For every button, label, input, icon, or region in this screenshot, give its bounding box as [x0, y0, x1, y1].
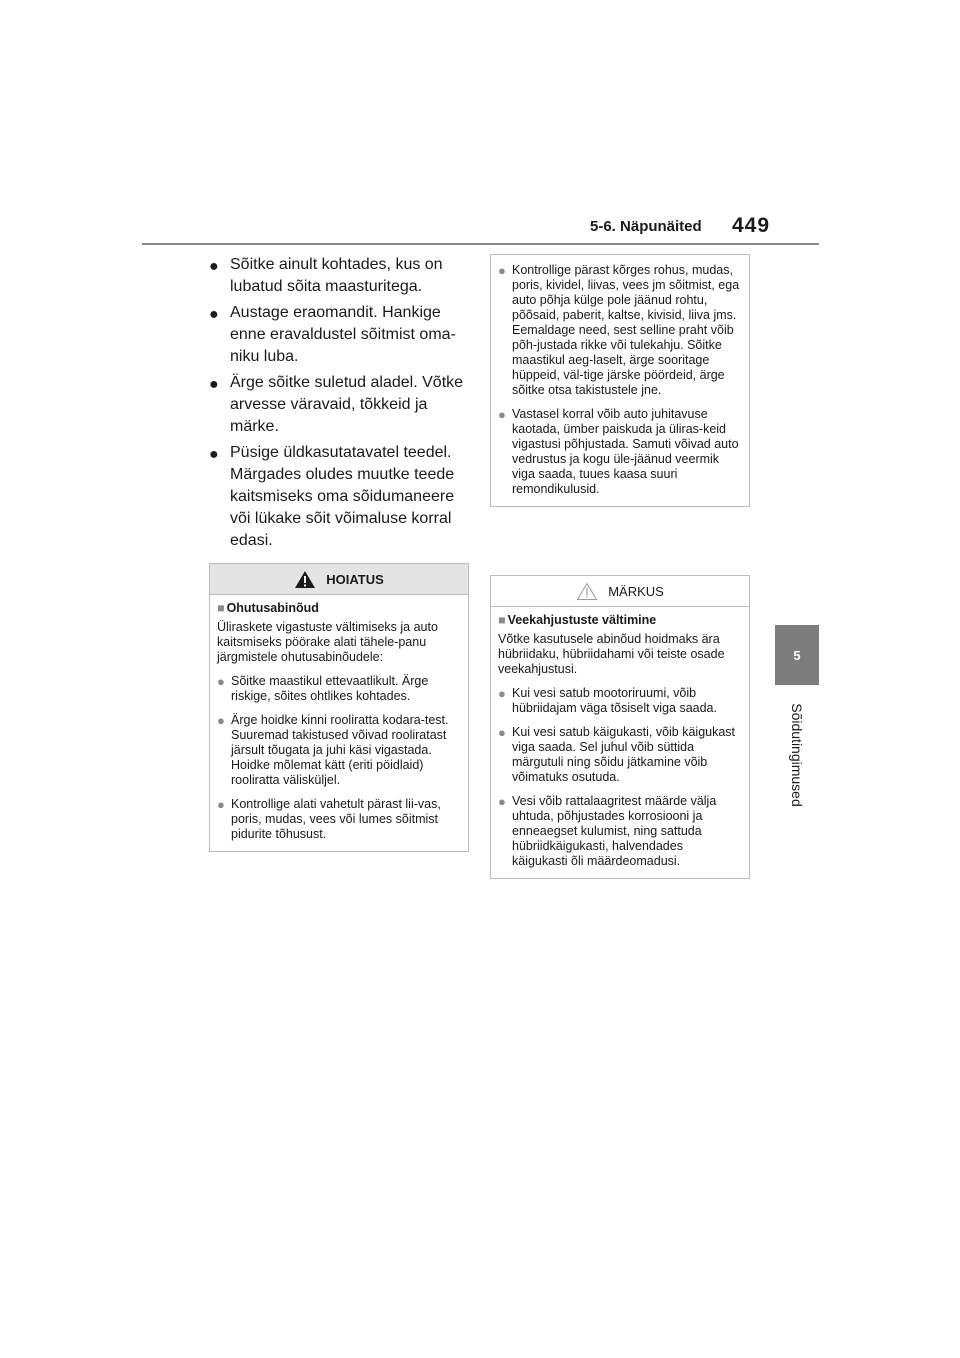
chapter-title	[775, 690, 819, 820]
page-number: 449	[732, 214, 771, 237]
list-item: ● Austage eraomandit. Hankige enne eravaldustel sõitmist oma-niku luba.	[209, 304, 456, 365]
list-item: ● Püsige üldkasutatavatel teedel. Märgades oludes muutke teede kaitsmiseks oma sõidumaneere või lükake sõit võimaluse korral edasi.	[209, 444, 455, 549]
bullet-icon: ●	[498, 263, 506, 278]
chapter-title-text: Sõidutingimused	[789, 703, 806, 807]
notice-title: MÄRKUS	[608, 583, 664, 599]
warning-box-body	[210, 595, 468, 851]
notice-intro: Võtke kasutusele abinõud hoidmaks ära hübriidaku, hübriidahami või teiste osade veekahjustusi.	[498, 632, 725, 676]
bullet-icon: ●	[209, 258, 219, 275]
list-item: ● Ärge hoidke kinni rooliratta kodara-test. Suuremad takistused võivad rooliratast järsult tõugata ja juhi käsi vigastada. Hoidke mõlemat kätt (eriti pöidlaid) rooliratta välisküljel.	[217, 713, 449, 787]
list-item: ● Vastasel korral võib auto juhitavuse kaotada, ümber paiskuda ja üliras-keid vigastusi põhjustada. Samuti võivad auto vedrustus ja kogu üle-jäänud veermik viga saada, tuues kaasa suuri remondikulusid.	[498, 407, 739, 496]
bullet-icon: ●	[209, 306, 219, 323]
notice-box-body	[491, 607, 749, 878]
warning-box-continued-body	[491, 255, 749, 506]
bullet-icon: ●	[498, 794, 506, 809]
section-title: 5-6. Näpunäited	[590, 218, 702, 235]
list-item: ● Kui vesi satub käigukasti, võib käigukast viga saada. Sel juhul võib süttida märgutuli ning sõidu jätkamine võib võimatuks osutuda.	[498, 725, 736, 784]
list-item: ● Kontrollige alati vahetult pärast lii-vas, poris, mudas, vees või lumes sõitmist pidurite tõhusust.	[217, 797, 441, 841]
main-bullet-list	[209, 254, 474, 556]
bullet-icon: ●	[498, 686, 506, 701]
list-item: ● Kui vesi satub mootoriruumi, võib hübriidajam väga tõsiselt viga saada.	[498, 686, 717, 715]
chapter-tab: 5	[775, 625, 819, 685]
bullet-icon: ●	[209, 376, 219, 393]
warning-icon	[294, 570, 316, 589]
list-item: ● Ärge sõitke suletud aladel. Võtke arvesse väravaid, tõkkeid ja märke.	[209, 374, 464, 435]
bullet-icon: ●	[498, 407, 506, 422]
warning-box-header	[210, 564, 468, 595]
notice-box-header	[491, 576, 749, 607]
warning-box-continued	[490, 254, 750, 507]
header-divider	[142, 243, 819, 245]
warning-intro: Üliraskete vigastuste vältimiseks ja auto kaitsmiseks pöörake alati tähele-panu järgmistele ohutusabinõudele:	[217, 620, 438, 664]
notice-icon	[576, 582, 598, 601]
list-item: ● Sõitke ainult kohtades, kus on lubatud sõita maasturitega.	[209, 256, 443, 295]
bullet-icon: ●	[498, 725, 506, 740]
square-bullet-icon: ■	[217, 601, 225, 615]
bullet-icon: ●	[217, 797, 225, 812]
bullet-icon: ●	[217, 674, 225, 689]
warning-box	[209, 563, 469, 852]
square-bullet-icon: ■	[498, 613, 506, 627]
notice-subheading: ■ Veekahjustuste vältimine	[498, 613, 657, 627]
notice-box	[490, 575, 750, 879]
list-item: ● Sõitke maastikul ettevaatlikult. Ärge riskige, sõites ohtlikes kohtades.	[217, 674, 429, 703]
bullet-icon: ●	[217, 713, 225, 728]
warning-title: HOIATUS	[326, 571, 384, 587]
list-item: ● Vesi võib rattalaagritest määrde välja uhtuda, põhjustades korrosiooni ja enneaegset kulumist, ning sattuda hübriidkäigukasti, halvendades käigukasti õli määrdeomadusi.	[498, 794, 717, 868]
warning-subheading: ■ Ohutusabinõud	[217, 601, 319, 615]
list-item: ● Kontrollige pärast kõrges rohus, mudas, poris, kividel, liivas, vees jm sõitmist, ega auto põhja külge pole jäänud rohtu, põõsaid, paberit, kaltse, kivisid, liiva jms. Eemaldage need, sest selline praht võib põh-justada rikke või tulekahju. Sõitke maastikul aeg-laselt, ärge sooritage hüppeid, väl-tige järske pöördeid, ärge sõitke otsa takistustele jne.	[498, 263, 740, 397]
bullet-icon: ●	[209, 446, 219, 463]
